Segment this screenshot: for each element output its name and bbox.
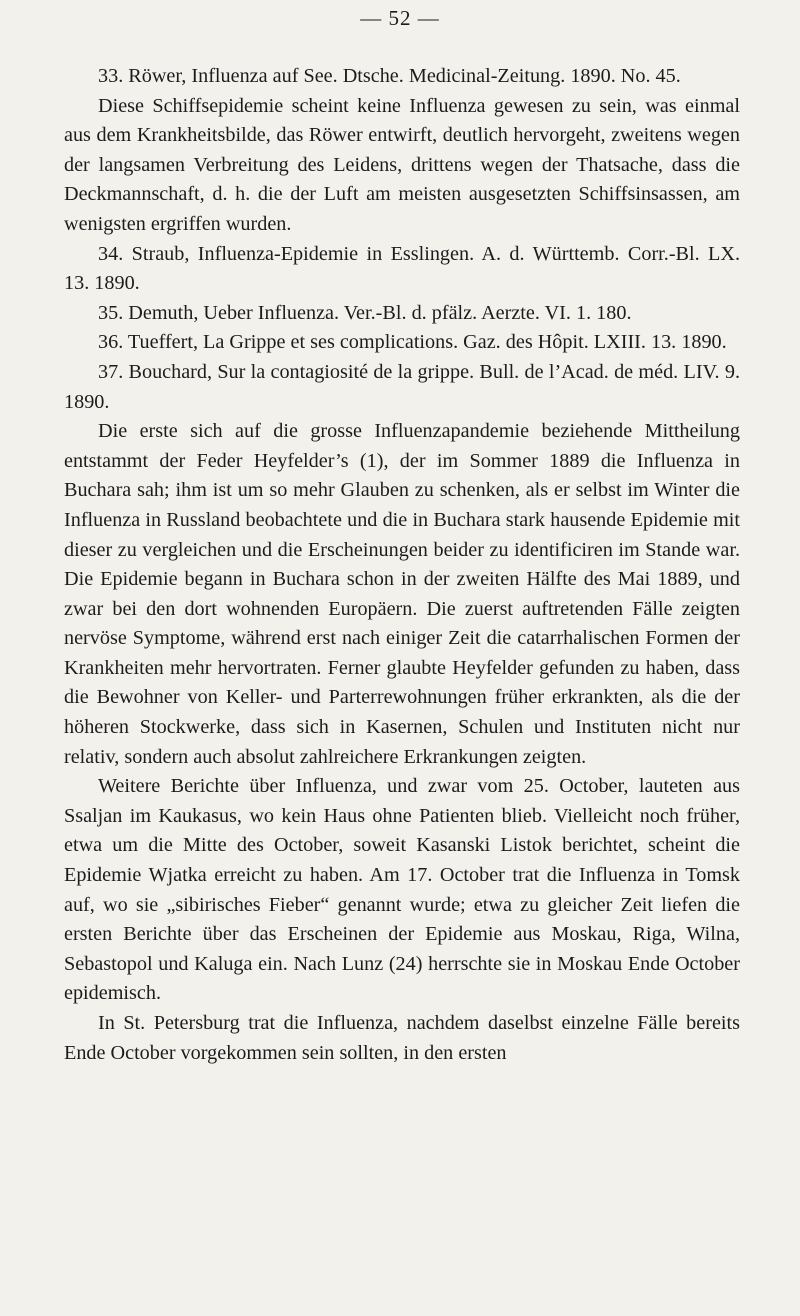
reference-number: 35. xyxy=(98,301,124,324)
paragraph-weitere-berichte: Weitere Berichte über Influenza, und zwar vom 25. October, lauteten aus Ssaljan im Kaukasus, wo kein Haus ohne Patienten blieb. Vielleicht noch früher, etwa um die Mitte des October, soweit Kasanski Listok berichtet, scheint die Epidemie Wjatka erreicht zu haben. Am 17. October trat die Influenza in Tomsk auf, wo sie „sibirisches Fieber“ genannt wurde; etwa zu gleicher Zeit liefen die ersten Berichte über das Erscheinen der Epidemie aus Moskau, Riga, Wilna, Sebastopol und Kaluga ein. Nach Lunz (24) herrschte sie in Moskau Ende October epidemisch. xyxy=(64,775,740,1005)
reference-entry-36 xyxy=(64,328,740,358)
reference-number: 37. xyxy=(98,360,124,383)
reference-number: 33. xyxy=(98,65,124,87)
paragraph-buchara: Die erste sich auf die grosse Influenzapandemie beziehende Mittheilung entstammt der Feder Heyfelder’s (1), der im Sommer 1889 die Influenza in Buchara sah; ihm ist um so mehr Glauben zu schenken, als er selbst im Winter die Influenza in Russland beobachtete und die in Buchara stark hausende Epidemie mit dieser zu vergleichen und die Erscheinungen beider zu identificiren im Stande war. Die Epidemie begann in Buchara schon in der zweiten Hälfte des Mai 1889, und zwar bei den dort wohnenden Europäern. Die zuerst auftretenden Fälle zeigten nervöse Symptome, während erst nach einiger Zeit die catarrhalischen Formen der Krankheiten mehr hervortraten. Ferner glaubte Heyfelder gefunden zu haben, dass die Bewohner von Keller- und Parterrewohnungen früher erkrankten, als die der höheren Stockwerke, dass sich in Kasernen, Schulen und Instituten nicht nur relativ, sondern auch absolut zahlreichere Erkrankungen zeigten. xyxy=(64,420,740,768)
body-text xyxy=(64,62,740,1068)
reference-text: Straub, Influenza-Epidemie in Esslingen. A. d. Württemb. Corr.-Bl. LX. 13. 1890. xyxy=(64,242,741,295)
reference-text: Tueffert, La Grippe et ses complications. Gaz. des Hôpit. LXIII. 13. 1890. xyxy=(127,331,727,354)
paragraph-schiffsepidemie: Diese Schiffsepidemie scheint keine Influenza gewesen zu sein, was einmal aus dem Krankheitsbilde, das Röwer entwirft, deutlich hervorgeht, zweitens wegen der langsamen Verbreitung des Leidens, drittens wegen der Thatsache, dass die Deckmannschaft, d. h. die der Luft am meisten ausgesetzten Schiffsinsassen, am wenigsten ergriffen wurden. xyxy=(64,94,740,235)
reference-number: 36. xyxy=(98,331,124,354)
reference-text: Bouchard, Sur la contagiosité de la grippe. Bull. de l’Acad. de méd. LIV. 9. 1890. xyxy=(64,360,740,413)
page-number: — 52 — xyxy=(360,6,440,30)
reference-entry-33 xyxy=(64,62,740,92)
reference-text: Demuth, Ueber Influenza. Ver.-Bl. d. pfälz. Aerzte. VI. 1. 180. xyxy=(128,301,632,324)
reference-number: 34. xyxy=(98,242,124,265)
reference-entry-34 xyxy=(64,240,740,299)
paragraph-st-petersburg: In St. Petersburg trat die Influenza, nachdem daselbst einzelne Fälle bereits Ende October vorgekommen sein sollten, in den ersten xyxy=(64,1012,740,1064)
reference-text: Röwer, Influenza auf See. Dtsche. Medicinal-Zeitung. 1890. No. 45. xyxy=(128,65,681,87)
reference-entry-35 xyxy=(64,299,740,329)
reference-entry-37 xyxy=(64,358,740,417)
